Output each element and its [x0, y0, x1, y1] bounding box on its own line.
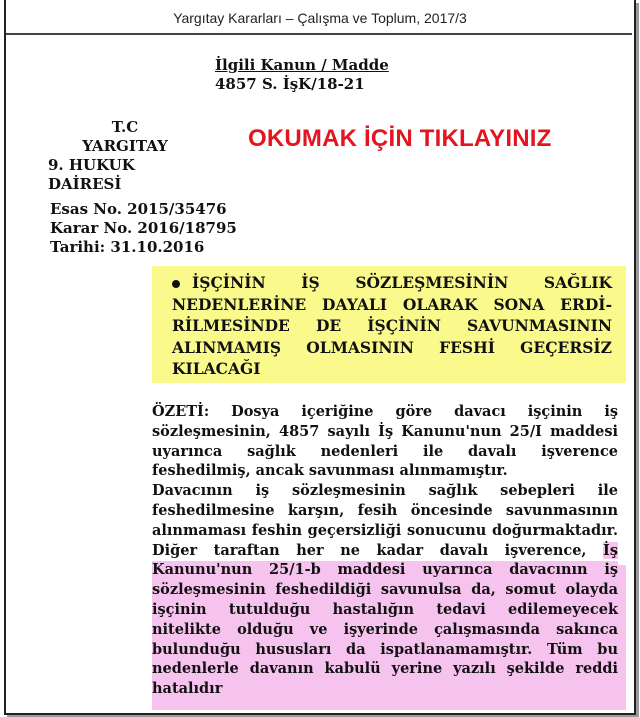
bullet-icon	[172, 280, 180, 288]
case-esas-number: Esas No. 2015/35476	[50, 200, 227, 218]
summary-paragraph-1-text: Dosya içeriğine göre davacı işçinin iş sözleşmesinin, 4857 sayılı İş Kanunu'nun 25/I maddesi uyarınca sağlık nedenleri ile davalı işverence feshedilmiş, ancak savunması alınmamıştır.	[152, 403, 618, 480]
header-divider	[6, 33, 632, 35]
court-name-block	[50, 118, 200, 194]
decision-headline	[172, 272, 612, 380]
summary-paragraph-2	[152, 481, 618, 699]
summary-paragraph-2-highlighted: İş Kanunu'nun 25/1-b maddesi uyarınca davacının iş sözleşmesinin feshedildiği savunulsa da, somut olayda işçinin tutulduğu hastalığın tedavi edilemeyecek nitelikte olduğu ve işyerinde çalışmasında sakınca bulunduğu hususları da ispatlanamamıştır. Tüm bu nedenlerle davanın kabulü yerine yazılı şekilde reddi hatalıdır	[152, 541, 618, 698]
decision-summary	[152, 402, 618, 699]
related-law-heading: İlgili Kanun / Madde	[215, 56, 389, 74]
court-line-chamber: 9. HUKUK DAİRESİ	[48, 156, 135, 193]
case-karar-number: Karar No. 2016/18795	[50, 219, 237, 237]
headline-text: İŞÇİNİN İŞ SÖZLEŞMESİNİN SAĞLIK NEDENLERİNE DAYALI OLARAK SONA ERDİRİLMESİNDE DE İŞÇİNİN SAVUNMASININ ALINMAMIŞ OLMASININ FESHİ GEÇERSİZ KILACAĞI	[172, 273, 612, 378]
summary-paragraph-2-text: Davacının iş sözleşmesinin sağlık sebepleri ile feshedilmesine karşın, fesih öncesinde savunmasının alınmaması feshin geçersizliği sonucunu doğurmaktadır. Diğer taraftan her ne kadar davalı işverence,	[152, 482, 618, 559]
read-more-link[interactable]: OKUMAK İÇİN TIKLAYINIZ	[248, 125, 552, 152]
summary-label: ÖZETİ:	[152, 403, 210, 420]
related-law-reference: 4857 S. İşK/18-21	[215, 75, 365, 93]
summary-paragraph-1	[152, 402, 618, 481]
case-date: Tarihi: 31.10.2016	[50, 238, 205, 256]
court-line-yargitay: YARGITAY	[82, 137, 168, 155]
journal-header-title: Yargıtay Kararları – Çalışma ve Toplum, 2017/3	[173, 10, 467, 26]
related-law-block	[215, 56, 389, 94]
case-metadata	[50, 200, 237, 257]
court-line-tc: T.C	[111, 118, 139, 136]
